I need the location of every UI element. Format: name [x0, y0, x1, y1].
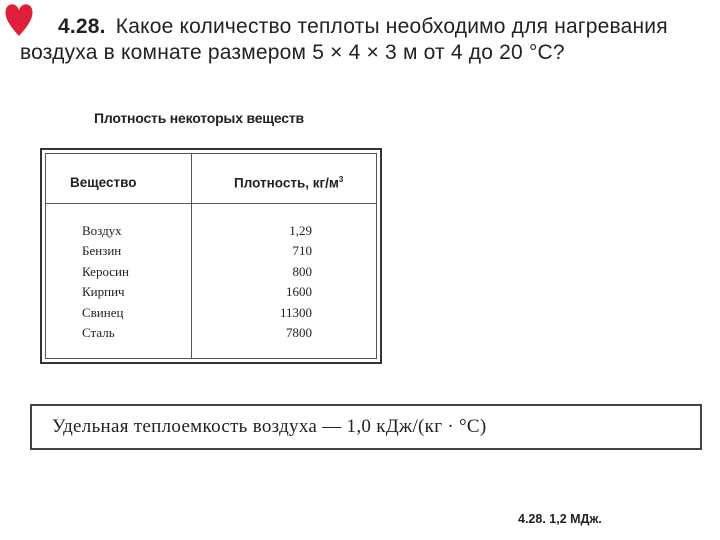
table-row — [46, 243, 376, 263]
specific-heat-text: Удельная теплоемкость воздуха — 1,0 кДж/(кг · °С) — [52, 416, 487, 437]
substance-name: Свинец — [82, 304, 124, 320]
table-row — [46, 223, 376, 243]
density-table — [40, 148, 382, 364]
table-row — [46, 305, 376, 325]
density-value: 11300 — [279, 304, 312, 320]
header-substance: Вещество — [70, 175, 137, 190]
table-row — [46, 264, 376, 284]
header-density-label: Плотность, кг/м — [234, 175, 339, 191]
table-row — [46, 284, 376, 304]
density-value: 1,29 — [289, 223, 312, 238]
problem-text-1: Какое количество теплоты необходимо для нагревания — [115, 15, 668, 38]
table-caption: Плотность некоторых веществ — [94, 110, 304, 126]
density-value: 800 — [292, 263, 312, 279]
density-value: 710 — [292, 243, 312, 259]
specific-heat-box — [30, 404, 702, 450]
density-value: 7800 — [286, 324, 312, 340]
problem-line-1 — [20, 14, 710, 40]
density-value: 1600 — [286, 284, 312, 300]
table-inner-border — [45, 153, 377, 359]
substance-name: Сталь — [82, 324, 115, 340]
substance-name: Бензин — [82, 243, 122, 259]
substance-name: Керосин — [82, 263, 129, 279]
substance-name: Кирпич — [82, 284, 125, 300]
table-row — [46, 325, 376, 345]
problem-number: 4.28. — [58, 15, 106, 38]
answer-text: 4.28. 1,2 МДж. — [518, 512, 602, 526]
header-divider — [46, 203, 376, 204]
problem-line-2: воздуха в комнате размером 5 × 4 × 3 м от 4 до 20 °С? — [20, 41, 565, 64]
table-body — [46, 223, 376, 345]
problem-statement — [20, 14, 710, 66]
header-density-exponent: 3 — [338, 175, 344, 184]
header-density — [234, 175, 343, 191]
substance-name: Воздух — [82, 223, 122, 238]
